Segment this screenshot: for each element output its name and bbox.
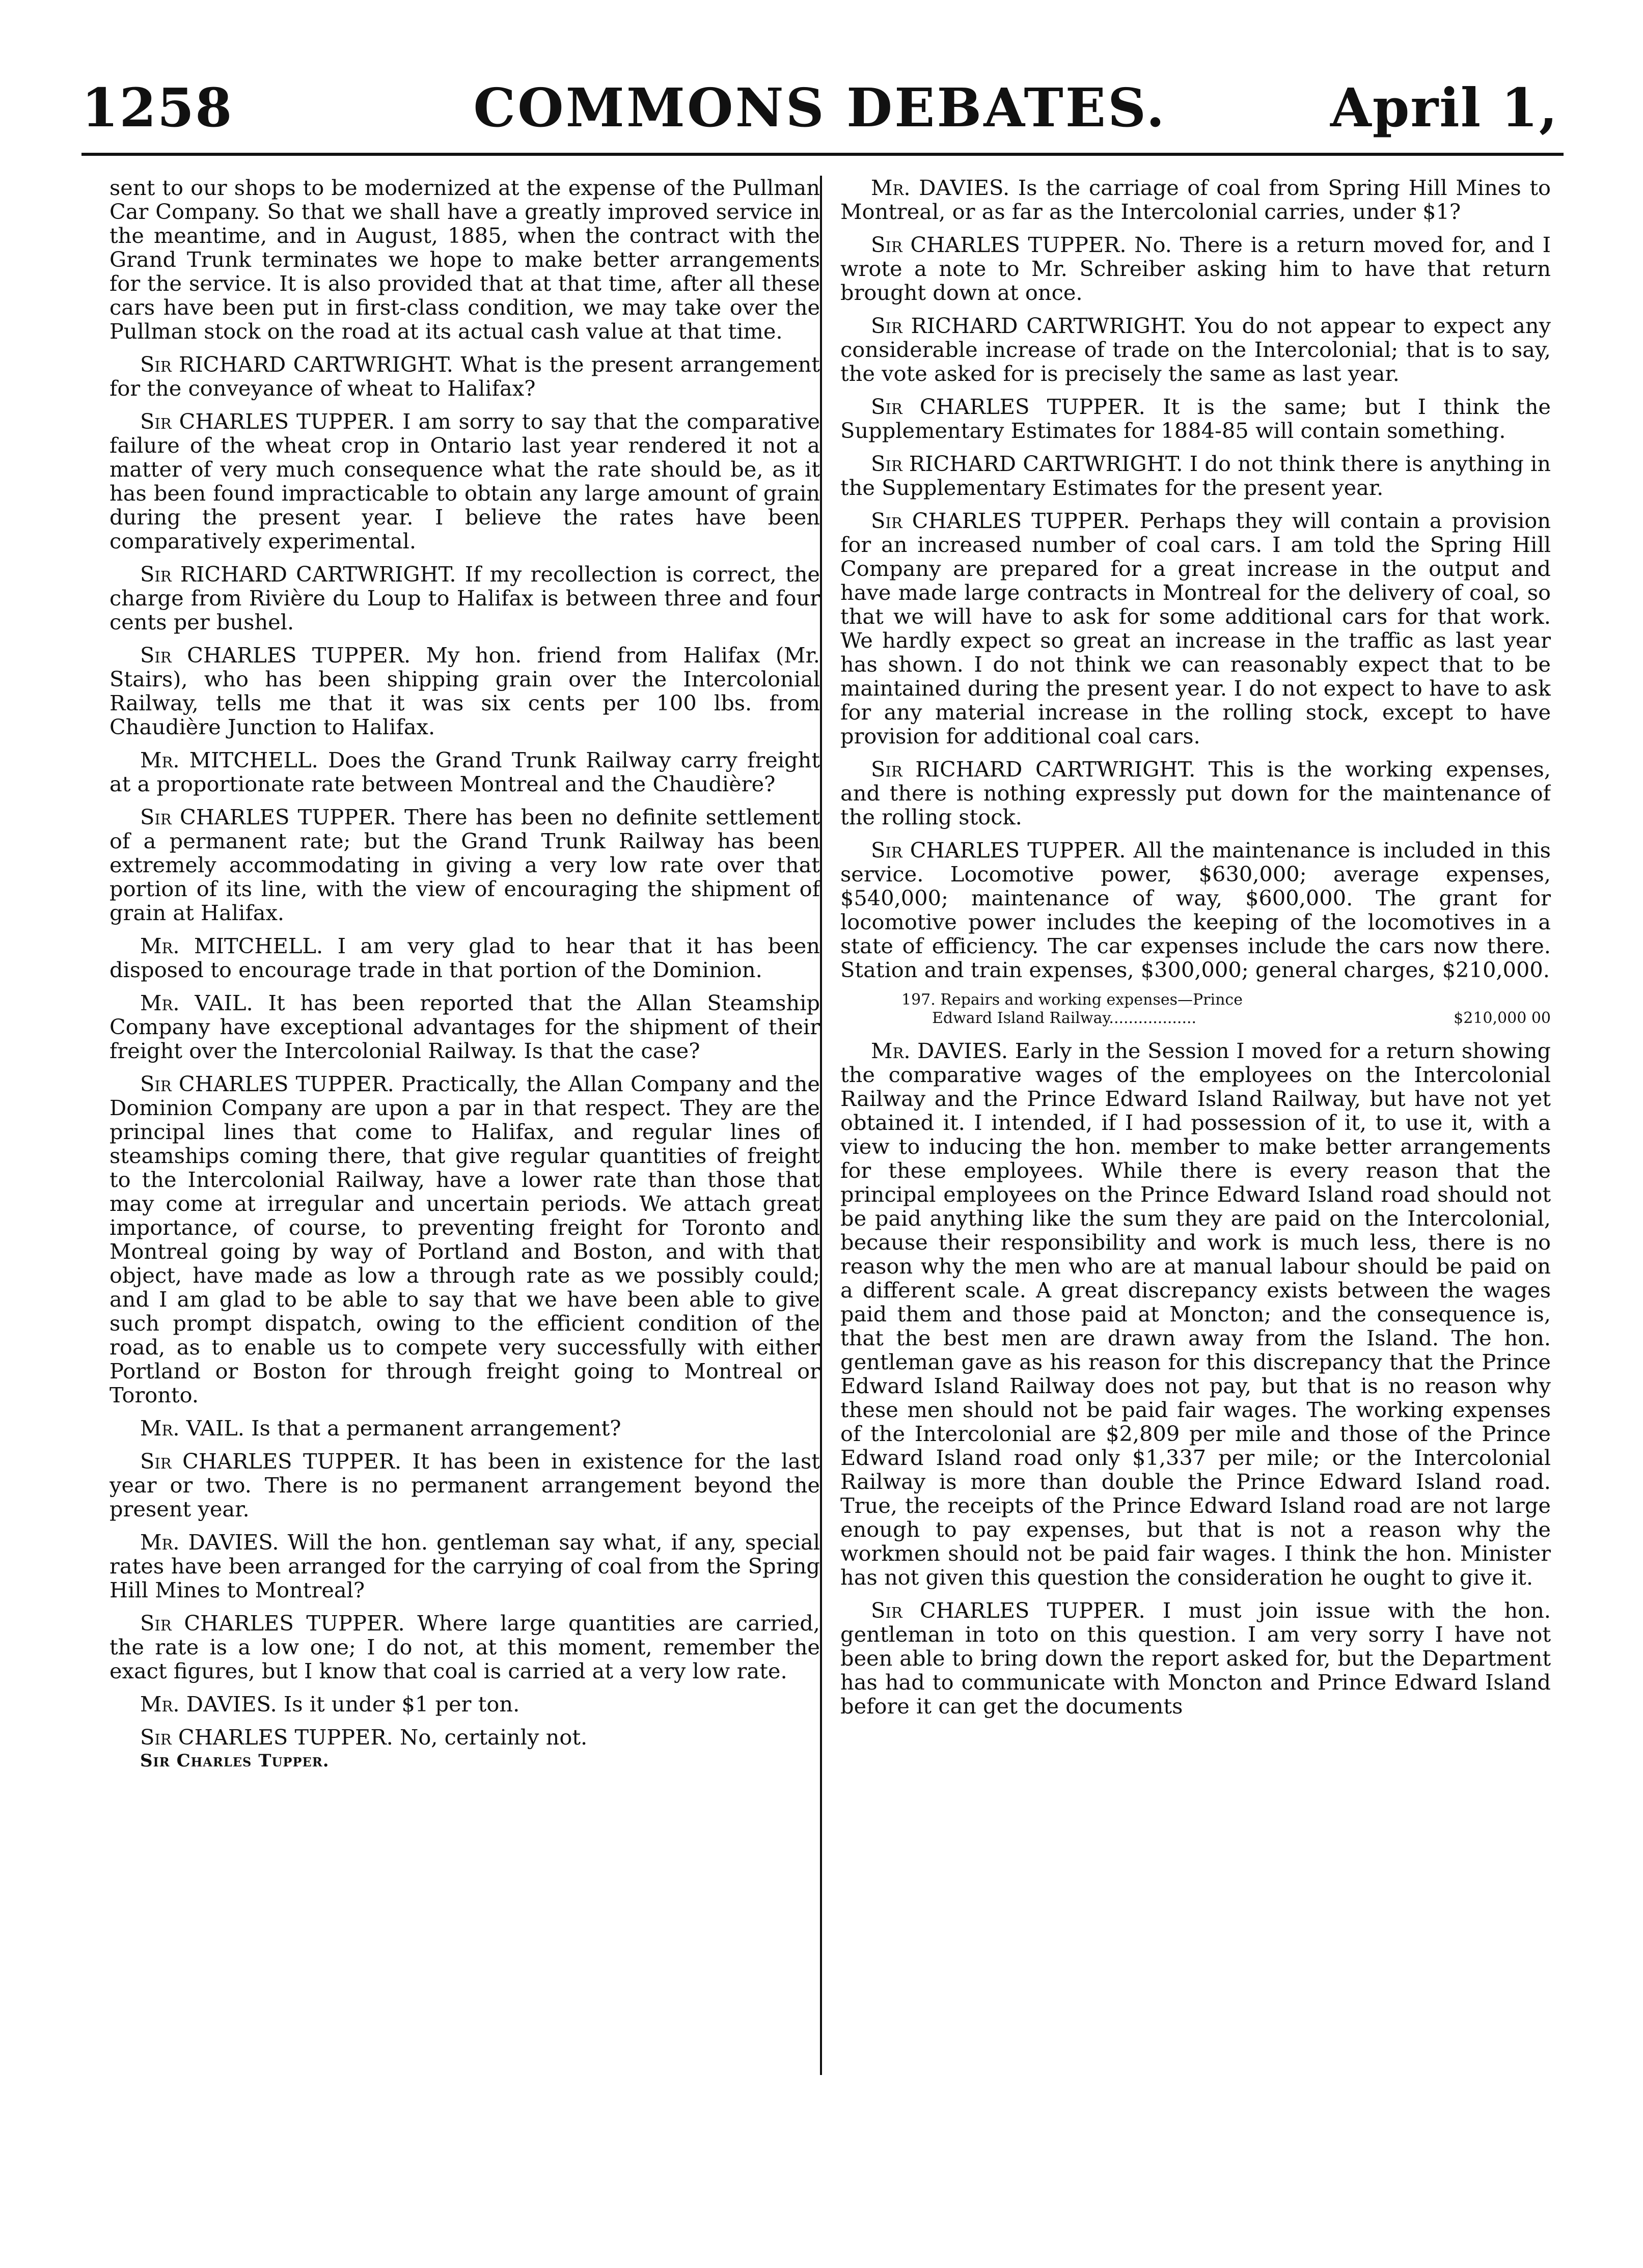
paragraph (840, 1598, 1551, 1718)
paragraph (840, 1039, 1551, 1589)
page-date: April 1, (1330, 76, 1558, 139)
speaker-name: Sir CHARLES TUPPER. (140, 1611, 405, 1636)
page-header (81, 76, 1558, 148)
speaker-name: Sir CHARLES TUPPER. (871, 508, 1130, 533)
paragraph-text: I must join issue with the hon. gentleman in toto on this question. I am very sorry I have not been able to bring down the report asked for, but the Department has had to communicate with Moncton and Prince Edward Island before it can get the documents (840, 1598, 1551, 1719)
speaker-name: Mr. MITCHELL. (140, 933, 323, 958)
paragraph-text: Will the hon. gentleman say what, if any, special rates have been arranged for the carrying of coal from the Spring Hill Mines to Montreal? (109, 1530, 820, 1602)
paragraph-text: You do not appear to expect any considerable increase of trade on the Intercolonial; that is to say, the vote asked for is precisely the same as last year. (840, 313, 1551, 386)
publication-title: COMMONS DEBATES. (473, 76, 1167, 139)
paragraph (109, 1449, 820, 1521)
speaker-name: Sir CHARLES TUPPER. (140, 643, 411, 668)
header-rule (81, 153, 1564, 156)
paragraph (109, 1725, 820, 1749)
speaker-name: Mr. MITCHELL. (140, 748, 318, 772)
speaker-name: Sir CHARLES TUPPER. (140, 805, 396, 829)
paragraph (840, 314, 1551, 385)
paragraph-text: Where large quantities are carried, the rate is a low one; I do not, at this moment, remember the exact figures, but I know that coal is carried at a very low rate. (109, 1611, 820, 1683)
paragraph (840, 395, 1551, 442)
speaker-name: Sir CHARLES TUPPER. (140, 409, 395, 434)
paragraph-text: All the maintenance is included in this service. Locomotive power, $630,000; average expenses, $540,000; maintenance of way, $600,000. The grant for locomotive power includes the keeping of the locomotives in a state of efficiency. The car expenses include the cars now there. Station and train expenses, $300,000; general charges, $210,000. (840, 838, 1551, 982)
paragraph-text: There has been no definite settlement of a permanent rate; but the Grand Trunk Railway has been extremely accommodating in giving a very low rate over that portion of its line, with the view of encouraging the shipment of grain at Halifax. (109, 805, 820, 925)
page-number: 1258 (81, 76, 233, 139)
paragraph (109, 562, 820, 634)
speaker-name: Sir RICHARD CARTWRIGHT. (871, 313, 1187, 338)
footer-signature: Sir Charles Tupper. (140, 1751, 330, 1771)
paragraph (840, 757, 1551, 829)
paragraph-text: It has been in existence for the last year or two. There is no permanent arrangement beyond the present year. (109, 1449, 820, 1522)
paragraph-text: If my recollection is correct, the charge from Rivière du Loup to Halifax is between three and four cents per bushel. (109, 562, 820, 634)
paragraph-text: It has been reported that the Allan Steamship Company have exceptional advantages for the shipment of their freight over the Intercolonial Railway. Is that the case? (109, 990, 820, 1063)
speaker-name: Sir CHARLES TUPPER. (140, 1725, 393, 1750)
speaker-name: Sir RICHARD CARTWRIGHT. (140, 352, 453, 377)
estimate-item-title: 197. Repairs and working expenses—Prince (901, 991, 1243, 1009)
paragraph-text: Is it under $1 per ton. (283, 1692, 520, 1717)
paragraph (109, 1611, 820, 1683)
paragraph (109, 1416, 820, 1440)
speaker-name: Mr. DAVIES. (140, 1692, 277, 1717)
estimate-item-amount: $210,000 00 (1454, 1009, 1551, 1027)
paragraph-text: Perhaps they will contain a provision for an increased number of coal cars. I am told the Spring Hill Company are prepared for a great increase in the output and have made large contracts in Montreal for the delivery of coal, so that we will have to ask for some additional cars for that work. We hardly expect so great an increase in the traffic as last year has shown. I do not think we can reasonably expect that to be maintained during the present year. I do not expect to have to ask for any material increase in the rolling stock, except to have provision for additional coal cars. (840, 508, 1551, 749)
paragraph (109, 176, 820, 343)
paragraph (840, 176, 1551, 224)
paragraph-text: Practically, the Allan Company and the Dominion Company are upon a par in that respect. They are the principal lines that come to Halifax, and regular lines of steamships coming there, that give regular quantities of freight to the Intercolonial Railway, have a lower rate than those that may come at irregular and uncertain periods. We attach great importance, of course, to preventing freight for Toronto and Montreal going by way of Portland and Boston, and with that object, have made as low a through rate as we possibly could; and I am glad to be able to say that we have been able to give such prompt dispatch, owing to the efficient condition of the road, as to enable us to compete very successfully with either Portland or Boston for through freight going to Montreal or Toronto. (109, 1071, 820, 1407)
paragraph-text: It is the same; but I think the Supplementary Estimates for 1884-85 will contain something. (840, 394, 1551, 443)
speaker-name: Sir CHARLES TUPPER. (140, 1449, 402, 1474)
speaker-name: Sir CHARLES TUPPER. (871, 1598, 1145, 1623)
paragraph (840, 509, 1551, 748)
paragraph (109, 409, 820, 553)
paragraph-text: sent to our shops to be modernized at the expense of the Pullman Car Company. So that we shall have a greatly improved service in the meantime, and in August, 1885, when the contract with the Grand Trunk terminates we hope to make better arrangements for the service. It is also provided that at that time, after all these cars have been put in first-class condition, we may take over the Pullman stock on the road at its actual cash value at that time. (109, 176, 820, 344)
paragraph (109, 991, 820, 1063)
paragraph (109, 1692, 820, 1716)
paragraph-text: I am very glad to hear that it has been disposed to encourage trade in that portion of the Dominion. (109, 933, 820, 982)
paragraph (109, 805, 820, 925)
right-column (840, 176, 1551, 2192)
speaker-name: Mr. DAVIES. (871, 1038, 1008, 1063)
paragraph-text: This is the working expenses, and there is nothing expressly put down for the maintenance of the rolling stock. (840, 757, 1551, 829)
left-column (109, 176, 820, 2192)
paragraph-text: No, certainly not. (400, 1725, 588, 1750)
paragraph-text: I am sorry to say that the comparative failure of the wheat crop in Ontario last year rendered it not a matter of very much consequence what the rate should be, as it has been found impracticable to obtain any large amount of grain during the present year. I believe the rates have been comparatively experimental. (109, 409, 820, 554)
speaker-name: Mr. DAVIES. (140, 1530, 279, 1555)
estimate-item-row (840, 1009, 1551, 1028)
speaker-name: Sir RICHARD CARTWRIGHT. (871, 757, 1196, 782)
paragraph-text: What is the present arrangement for the conveyance of wheat to Halifax? (109, 352, 820, 401)
speaker-name: Mr. DAVIES. (871, 176, 1010, 200)
speaker-name: Sir CHARLES TUPPER. (871, 838, 1126, 863)
paragraph-text: No. There is a return moved for, and I wrote a note to Mr. Schreiber asking him to have that return brought down at once. (840, 232, 1551, 305)
speaker-name: Sir RICHARD CARTWRIGHT. (140, 562, 456, 587)
paragraph (109, 1072, 820, 1407)
paragraph (109, 934, 820, 982)
speaker-name: Sir CHARLES TUPPER. (871, 394, 1145, 419)
paragraph-text: Does the Grand Trunk Railway carry freight at a proportionate rate between Montreal and the Chaudière? (109, 748, 820, 796)
speaker-name: Sir CHARLES TUPPER. (140, 1071, 394, 1096)
speaker-name: Sir CHARLES TUPPER. (871, 232, 1127, 257)
paragraph (840, 233, 1551, 305)
estimate-item-label: Edward Island Railway.................. (932, 1009, 1197, 1027)
column-divider (820, 176, 822, 2075)
paragraph (109, 1530, 820, 1602)
paragraph-text: Is that a permanent arrangement? (251, 1416, 621, 1441)
paragraph (840, 452, 1551, 500)
paragraph-text: Early in the Session I moved for a return showing the comparative wages of the employees on the Intercolonial Railway and the Prince Edward Island Railway, but have not yet obtained it. I intended, if I had possession of it, to use it, with a view to inducing the hon. member to make better arrangements for these employees. While there is every reason that the principal employees on the Prince Edward Island road should not be paid anything like the sum they are paid on the Intercolonial, because their responsibility and work is much less, there is no reason why the men who are at manual labour should be paid on a different scale. A great discrepancy exists between the wages paid them and those paid at Moncton; and the consequence is, that the best men are drawn away from the Island. The hon. gentleman gave as his reason for this discrepancy that the Prince Edward Island Railway does not pay, but that is no reason why these men should not be paid fair wages. The working expenses of the Intercolonial are $2,809 per mile and those of the Prince Edward Island road only $1,337 per mile; or the Intercolonial Railway is more than double the Prince Edward Island road. True, the receipts of the Prince Edward Island road are not large enough to pay expenses, but that is not a reason why the workmen should not be paid fair wages. I think the hon. Minister has not given this question the consideration he ought to give it. (840, 1038, 1551, 1590)
speaker-name: Mr. VAIL. (140, 990, 253, 1015)
paragraph-text: Is the carriage of coal from Spring Hill Mines to Montreal, or as far as the Intercolonial carries, under $1? (840, 176, 1551, 224)
paragraph (109, 748, 820, 796)
estimate-item (840, 991, 1551, 1028)
speaker-name: Mr. VAIL. (140, 1416, 244, 1441)
speaker-name: Sir RICHARD CARTWRIGHT. (871, 451, 1183, 476)
paragraph (109, 352, 820, 400)
paragraph-text: My hon. friend from Halifax (Mr. Stairs), who has been shipping grain over the Intercolonial Railway, tells me that it was six cents per 100 lbs. from Chaudière Junction to Halifax. (109, 643, 820, 739)
paragraph (109, 643, 820, 739)
paragraph (840, 838, 1551, 982)
paragraph-text: I do not think there is anything in the Supplementary Estimates for the present year. (840, 451, 1551, 500)
